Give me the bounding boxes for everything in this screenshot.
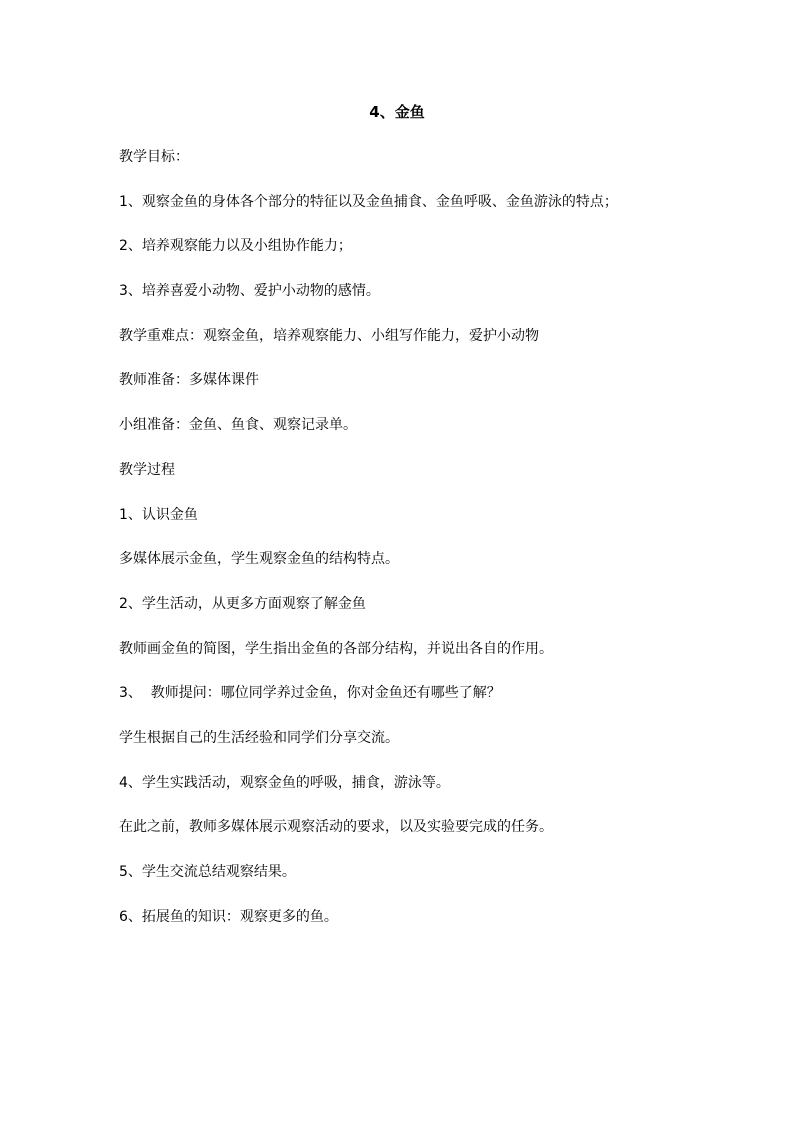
paragraph-step-1: 1、认识金鱼 [119,506,198,523]
paragraph-objectives-heading: 教学目标： [119,149,189,165]
paragraph-step-4: 4、学生实践活动，观察金鱼的呼吸，捕食，游泳等。 [119,774,450,791]
paragraph-step-4-detail: 在此之前，教师多媒体展示观察活动的要求，以及实验要完成的任务。 [119,819,553,836]
paragraph-objective-1: 1、观察金鱼的身体各个部分的特征以及金鱼捕食、金鱼呼吸、金鱼游泳的特点； [119,193,618,210]
paragraph-step-3: 3、 教师提问：哪位同学养过金鱼，你对金鱼还有哪些了解？ [119,685,501,702]
paragraph-step-5: 5、学生交流总结观察结果。 [119,864,296,880]
paragraph-key-points: 教学重难点：观察金鱼，培养观察能力、小组写作能力，爱护小动物 [119,327,539,344]
paragraph-step-2: 2、学生活动，从更多方面观察了解金鱼 [119,595,366,612]
document-title: 4、金鱼 [369,103,425,121]
document-body [119,146,719,950]
paragraph-step-2-detail: 教师画金鱼的简图，学生指出金鱼的各部分结构，并说出各自的作用。 [119,640,553,657]
paragraph-step-6: 6、拓展鱼的知识：观察更多的鱼。 [119,908,338,925]
paragraph-teacher-prep: 教师准备：多媒体课件 [119,372,259,389]
paragraph-objective-3: 3、培养喜爱小动物、爱护小动物的感情。 [119,283,380,300]
paragraph-process-heading: 教学过程 [119,461,175,478]
paragraph-step-1-detail: 多媒体展示金鱼，学生观察金鱼的结构特点。 [119,551,399,568]
paragraph-step-3-detail: 学生根据自己的生活经验和同学们分享交流。 [119,729,399,746]
paragraph-objective-2: 2、培养观察能力以及小组协作能力； [119,238,352,255]
paragraph-group-prep: 小组准备：金鱼、鱼食、观察记录单。 [119,417,357,434]
